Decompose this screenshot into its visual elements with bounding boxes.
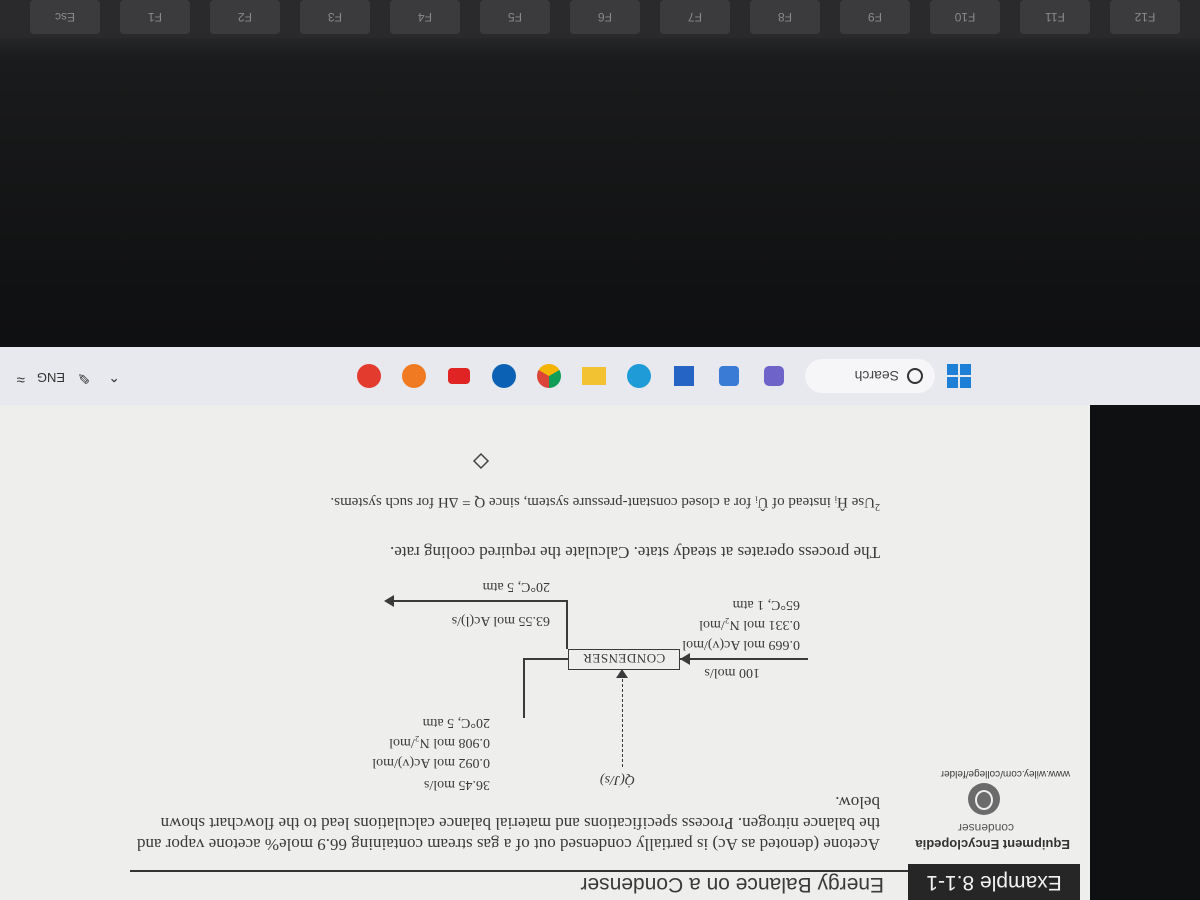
keyboard-key: F11 [1020, 0, 1090, 34]
example-number-badge: Example 8.1-1 [908, 864, 1080, 900]
liquid-outlet-drop [567, 601, 569, 649]
task-view-icon[interactable] [758, 360, 790, 392]
app-icon-blue[interactable] [488, 360, 520, 392]
encyclopedia-title: Equipment Encyclopedia [915, 837, 1070, 852]
condenser-flowchart [0, 405, 1090, 900]
condenser-unit-box: CONDENSER [568, 649, 680, 670]
keyboard-key: F3 [300, 0, 370, 34]
keyboard-key: F8 [750, 0, 820, 34]
mail-icon[interactable] [668, 360, 700, 392]
keyboard-key: Esc [30, 0, 100, 34]
language-indicator[interactable]: ENG [36, 370, 65, 385]
keyboard-key: F5 [480, 0, 550, 34]
liquid-cond-label: 20°C, 5 atm [482, 579, 550, 594]
heat-duty-label: Q̇(J/s) [600, 772, 635, 787]
feed-arrowhead-icon [680, 653, 690, 665]
vapor-cond-label: 20°C, 5 atm [422, 715, 490, 730]
wifi-icon[interactable]: ≈ [16, 371, 25, 388]
keyboard-key: F6 [570, 0, 640, 34]
keyboard-key: F7 [660, 0, 730, 34]
vapor-outlet-riser [524, 660, 526, 718]
keyboard-key: F9 [840, 0, 910, 34]
feed-comp1-label: 0.669 mol Ac(v)/mol [682, 637, 800, 652]
app-icon-red[interactable] [353, 360, 385, 392]
search-label: Search [854, 368, 899, 384]
footnote-mark: 2 [875, 501, 880, 512]
heat-dashed-arrow [622, 674, 623, 767]
vapor-flow-label: 36.45 mol/s [423, 777, 490, 792]
pen-icon[interactable]: ✎ [77, 369, 90, 386]
feed-line [680, 659, 808, 661]
heat-arrowhead-icon [616, 669, 628, 678]
vapor-outlet-stub [523, 659, 568, 661]
start-button[interactable] [943, 360, 975, 392]
keyboard-key: F10 [930, 0, 1000, 34]
vapor-comp1-label: 0.092 mol Ac(v)/mol [372, 755, 490, 770]
steady-state-statement: The process operates at steady state. Calculate the required cooling rate. [390, 543, 880, 562]
example-title: Energy Balance on a Condenser [580, 873, 884, 896]
encyclopedia-subtitle: condenser [957, 821, 1014, 835]
keyboard-key: F1 [120, 0, 190, 34]
feed-flow-label: 100 mol/s [704, 665, 760, 680]
problem-statement: Acetone (denoted as Ac) is partially condensed out of a gas stream containing 66.9 mole% acetone vapor and the balance nitrogen. Process specifications and material balance calculations lead to the flowchart shown below. [136, 793, 880, 854]
liquid-outlet-line [390, 601, 568, 603]
liquid-arrowhead-icon [384, 595, 394, 607]
windows-taskbar [0, 347, 1200, 405]
footnote-text: Use Ĥᵢ instead of Ûᵢ for a closed constant-pressure system, since Q = ΔH for such systems. [330, 494, 875, 510]
youtube-icon[interactable] [443, 360, 475, 392]
widgets-icon[interactable] [713, 360, 745, 392]
scroll-indicator-icon[interactable] [472, 452, 490, 470]
keyboard-function-row [0, 0, 1200, 38]
vapor-comp2-label: 0.908 mol N₂/mol [389, 735, 490, 750]
edge-browser-icon[interactable] [623, 360, 655, 392]
encyclopedia-url-link[interactable]: www.wiley.com/college/felder [940, 768, 1070, 779]
textbook-page [0, 405, 1090, 900]
system-tray [0, 347, 120, 405]
chrome-icon[interactable] [533, 360, 565, 392]
liquid-flow-label: 63.55 mol Ac(l)/s [451, 613, 550, 628]
taskbar-search-box[interactable] [805, 359, 935, 393]
app-icon-orange[interactable] [398, 360, 430, 392]
file-explorer-icon[interactable] [578, 360, 610, 392]
feed-cond-label: 65°C, 1 atm [732, 597, 800, 612]
chevron-up-icon[interactable]: ⌃ [108, 369, 120, 385]
footnote [330, 493, 880, 512]
keyboard-key: F2 [210, 0, 280, 34]
keyboard-key: F4 [390, 0, 460, 34]
keyboard-key: F12 [1110, 0, 1180, 34]
search-icon [907, 368, 923, 384]
feed-comp2-label: 0.331 mol N₂/mol [699, 617, 800, 632]
